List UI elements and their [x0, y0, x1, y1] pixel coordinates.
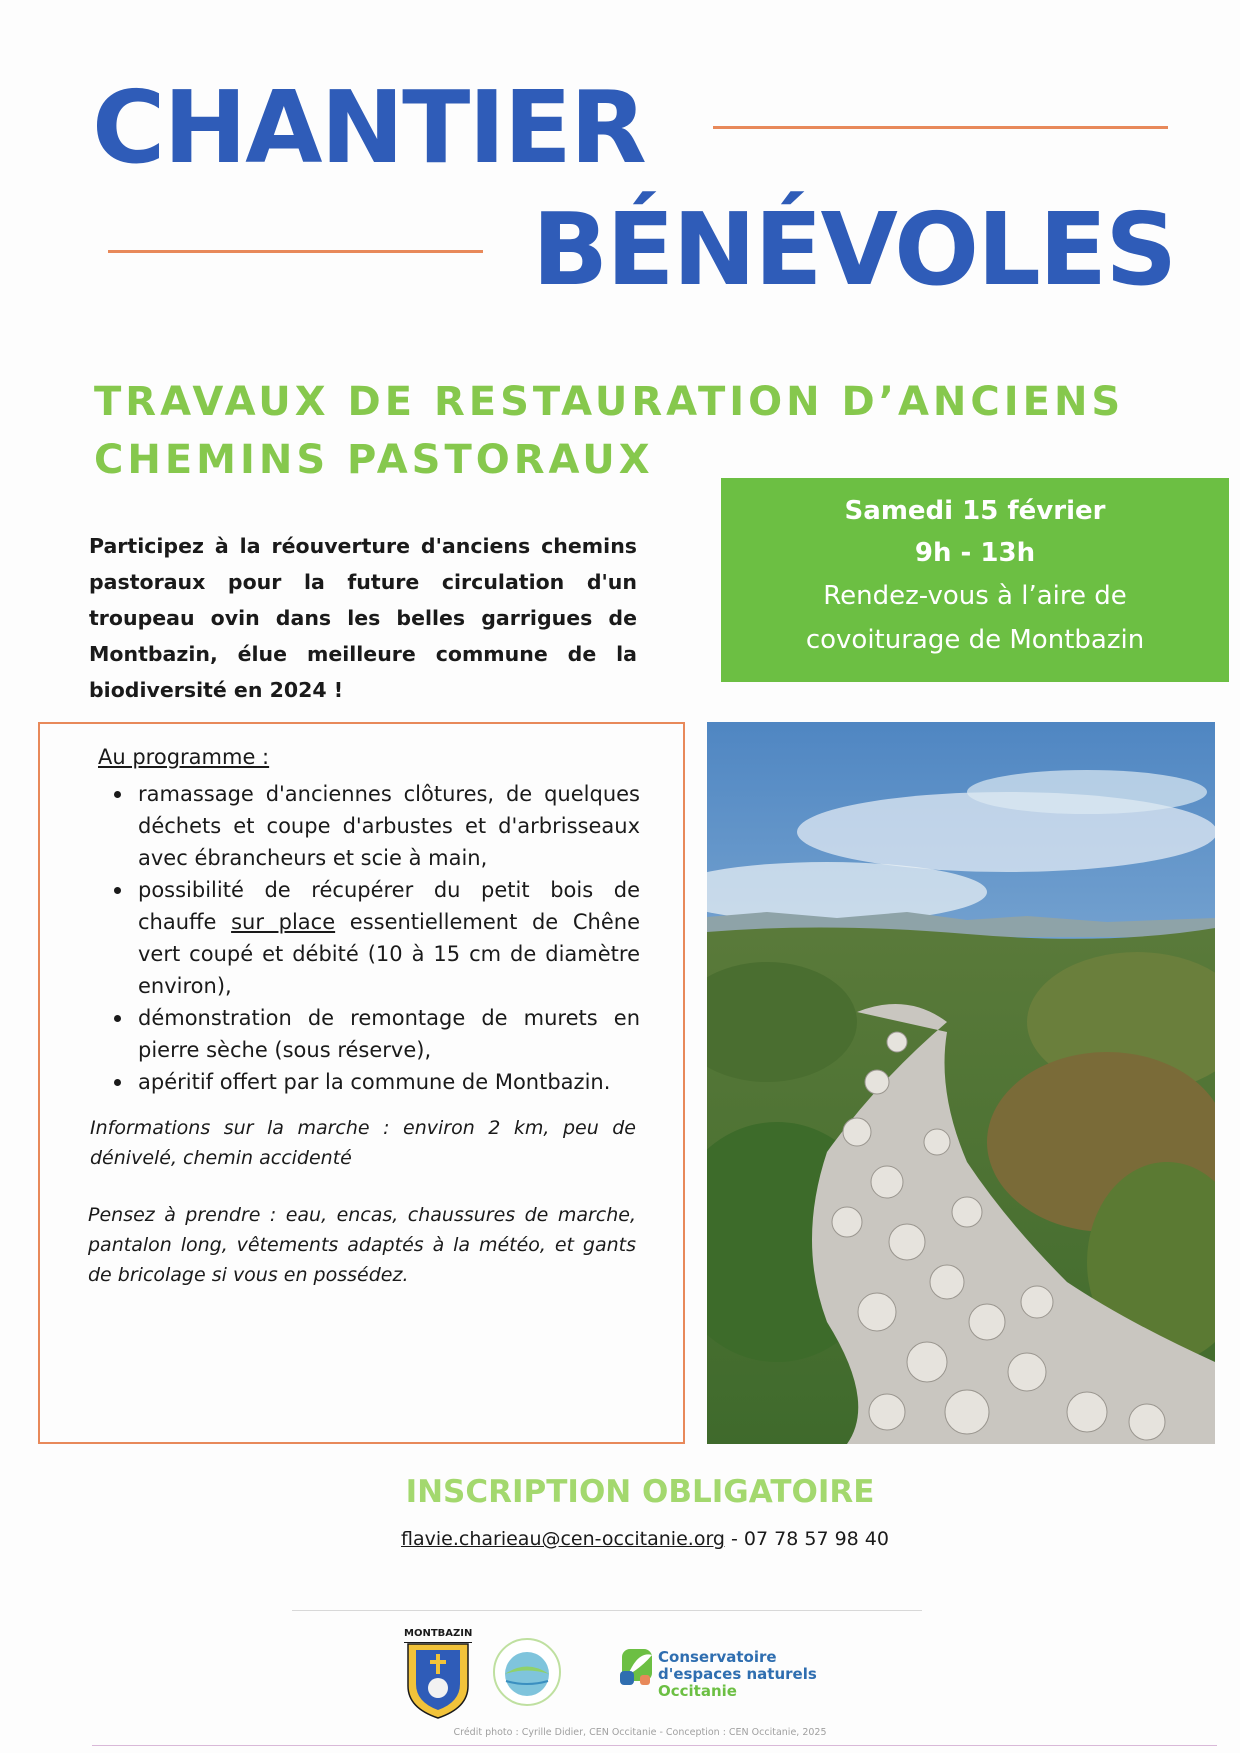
program-item: démonstration de remontage de murets en pierre sèche (sous réserve),	[110, 1002, 640, 1066]
bring-info: Pensez à prendre : eau, encas, chaussures de marche, pantalon long, vêtements adaptés à la météo, et gants de bricolage si vous en possédez.	[88, 1204, 636, 1286]
subtitle	[94, 373, 1194, 489]
event-date: Samedi 15 février	[844, 496, 1106, 526]
intro-text: Participez à la réouverture d'anciens chemins pastoraux pour la future circulation d'un troupeau ovin dans les belles garrigues de Montbazin, élue meilleure commune de la biodiversité en 2024 !	[89, 534, 637, 702]
program-item: ramassage d'anciennes clôtures, de quelques déchets et coupe d'arbustes et d'arbrisseaux avec ébrancheurs et scie à main,	[110, 778, 640, 874]
program-item: apéritif offert par la commune de Montbazin.	[110, 1066, 640, 1098]
contact-separator: -	[724, 1528, 744, 1550]
contact-phone: 07 78 57 98 40	[743, 1528, 889, 1550]
contact-email-link[interactable]: flavie.charieau@cen-occitanie.org	[401, 1528, 725, 1550]
cen-leaf-icon	[618, 1645, 658, 1689]
title-divider-right	[713, 126, 1168, 129]
program-heading: Au programme :	[98, 745, 270, 769]
cen-line-1: Conservatoire	[658, 1648, 777, 1666]
subtitle-line-2: CHEMINS PASTORAUX	[94, 437, 654, 483]
title-divider-left	[108, 250, 483, 253]
globe-icon	[492, 1637, 562, 1707]
program-item-text: possibilité de récupérer du petit bois de chauffe	[138, 878, 640, 934]
montbazin-logo	[404, 1628, 472, 1720]
cen-line-3: Occitanie	[658, 1682, 737, 1700]
landscape-photo	[707, 722, 1215, 1444]
bottom-divider	[92, 1745, 1217, 1746]
subtitle-line-1: TRAVAUX DE RESTAURATION D’ANCIENS	[94, 379, 1125, 425]
territoires-engages-logo	[492, 1637, 562, 1707]
photo-credit: Crédit photo : Cyrille Didier, CEN Occitanie - Conception : CEN Occitanie, 2025	[453, 1727, 827, 1738]
footer-divider	[292, 1610, 922, 1611]
event-info-box	[721, 478, 1229, 682]
walk-info: Informations sur la marche : environ 2 km, peu de dénivelé, chemin accidenté	[90, 1117, 636, 1169]
event-time: 9h - 13h	[914, 538, 1036, 568]
program-item-text: essentiellement de Chêne vert coupé et débité (10 à 15 cm de diamètre environ),	[138, 910, 640, 998]
meeting-point-line-1: Rendez-vous à l’aire de	[823, 581, 1127, 611]
cen-line-2: d'espaces naturels	[658, 1665, 817, 1683]
montbazin-label: MONTBAZIN	[404, 1628, 472, 1643]
registration-title: INSCRIPTION OBLIGATOIRE	[405, 1474, 875, 1510]
contact-line	[0, 1528, 1240, 1550]
program-item	[110, 874, 640, 1002]
title-line-2: BÉNÉVOLES	[532, 191, 1176, 308]
program-item-underlined: sur place	[231, 910, 336, 934]
program-list	[110, 778, 640, 1098]
meeting-point-line-2: covoiturage de Montbazin	[805, 625, 1145, 655]
title-line-1: CHANTIER	[92, 69, 645, 186]
cen-wordmark	[658, 1649, 817, 1700]
